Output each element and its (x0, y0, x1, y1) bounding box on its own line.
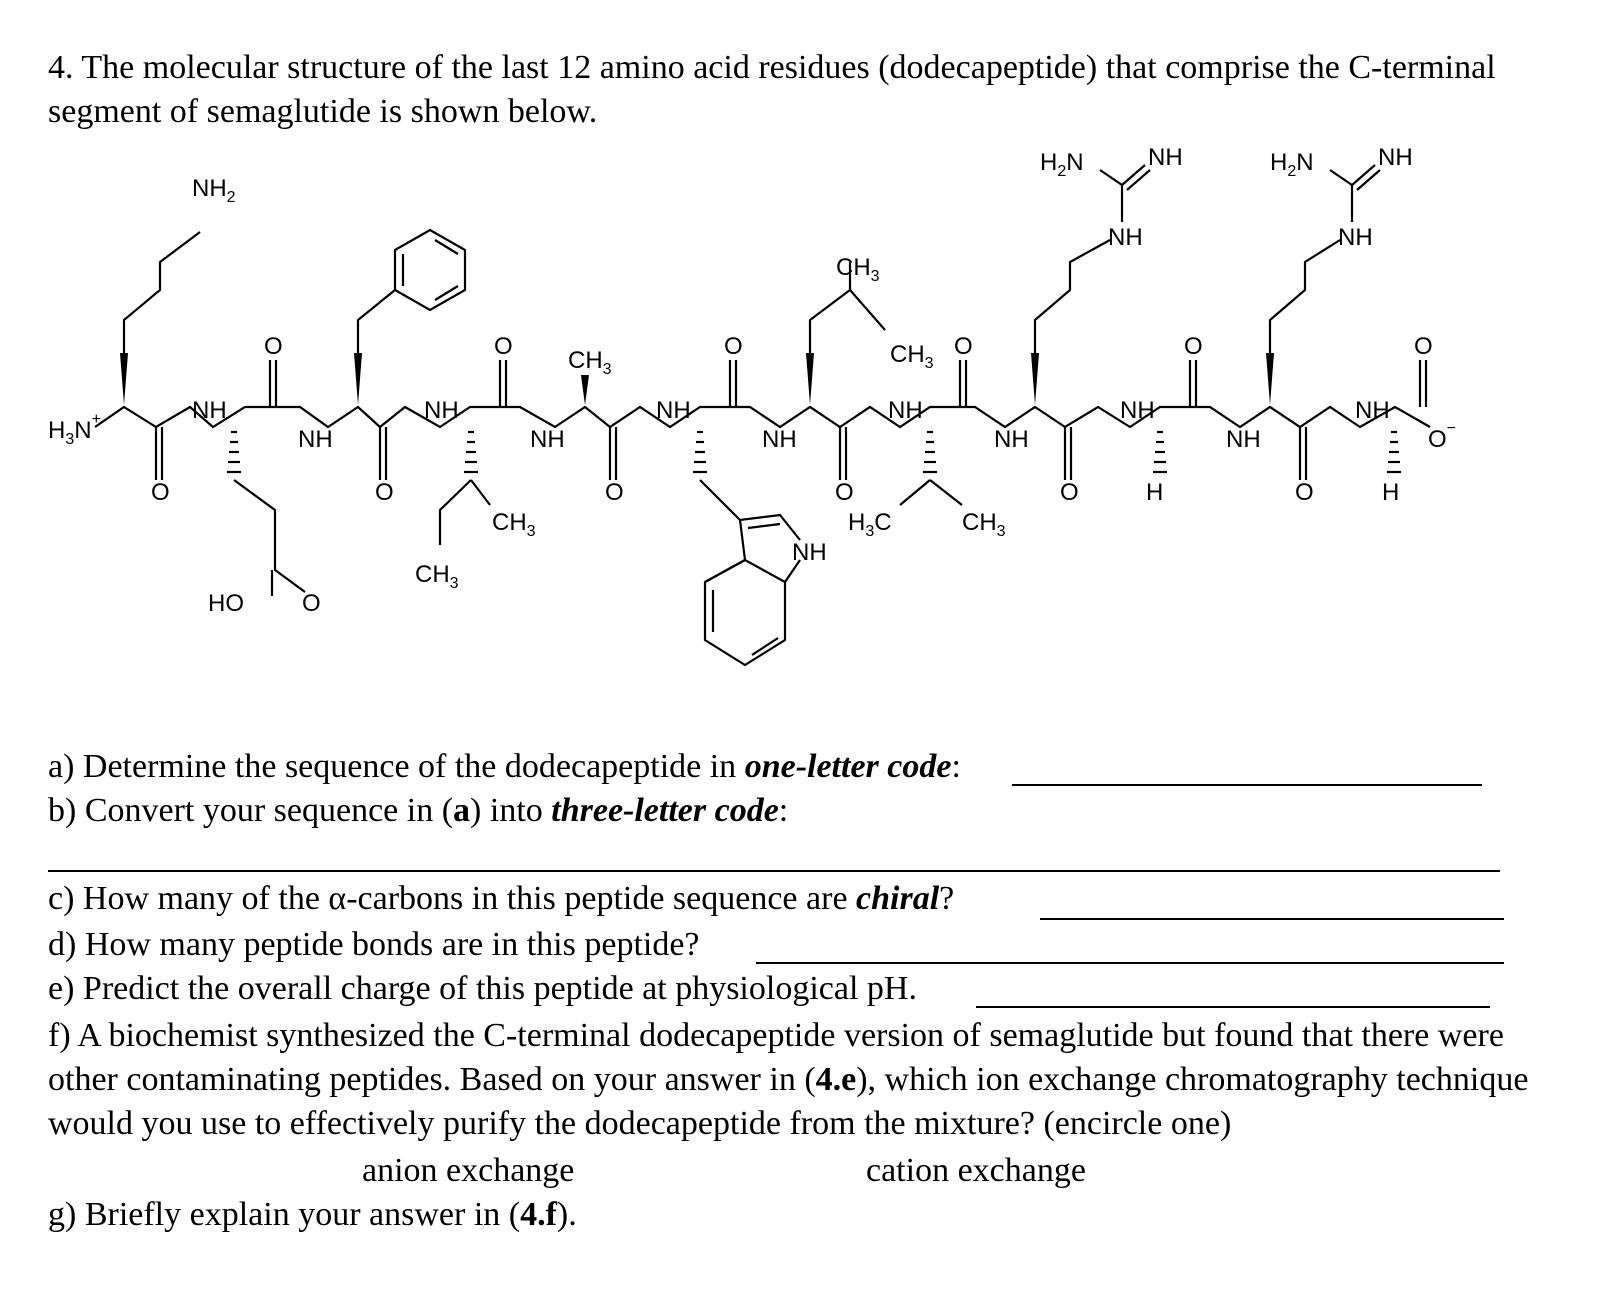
nh-1: NH (192, 397, 227, 424)
question-intro (48, 46, 1528, 134)
carbonyl-o-5: O (1060, 479, 1079, 506)
question-number: 4. (48, 49, 74, 86)
part-e: e) Predict the overall charge of this peptide at physiological pH. (48, 970, 917, 1007)
carbonyl-o-4: O (835, 479, 854, 506)
nh-6: NH (762, 426, 797, 453)
nh-9: NH (1120, 397, 1155, 424)
ch3-leu-2: $CH_3$ (890, 341, 934, 372)
carbonyl-o-9: O (724, 333, 743, 360)
gly1-h: H (1146, 479, 1164, 506)
nh-8: NH (994, 426, 1029, 453)
arg1-nh-top: NH (1148, 144, 1183, 171)
nh-7: NH (888, 397, 923, 424)
carbonyl-o-12: O (1414, 333, 1433, 360)
part-g: g) Briefly explain your answer in (4.f). (48, 1196, 577, 1233)
nh-10: NH (1226, 426, 1261, 453)
carbonyl-o-1: O (151, 479, 170, 506)
carbonyl-o-8: O (494, 333, 513, 360)
part-b: b) Convert your sequence in (a) into three-letter code: (48, 792, 789, 829)
ch3-ala: $CH_3$ (568, 347, 612, 378)
question-text: The molecular structure of the last 12 amino acid residues (dodecapeptide) that comprise the C-terminal segment of semaglutide is shown below. (48, 49, 1496, 130)
answer-blank-a[interactable] (1012, 784, 1482, 786)
choice-cation-exchange[interactable]: cation exchange (866, 1152, 1086, 1189)
answer-blank-c[interactable] (1040, 918, 1504, 920)
carbonyl-o-10: O (954, 333, 973, 360)
carbonyl-o-3: O (605, 479, 624, 506)
part-a: a) Determine the sequence of the dodecapeptide in one-letter code: (48, 748, 961, 785)
arg2-nh-top: NH (1378, 144, 1413, 171)
gly2-h: H (1382, 479, 1400, 506)
nh-2: NH (298, 426, 333, 453)
part-c: c) How many of the α-carbons in this peptide sequence are chiral? (48, 880, 955, 917)
answer-blank-b[interactable] (48, 870, 1500, 872)
part-d: d) How many peptide bonds are in this peptide? (48, 926, 700, 963)
h3c-val: $H_3C$ (848, 509, 892, 540)
ch3-leu-1: $CH_3$ (836, 254, 880, 285)
nh-4: NH (530, 426, 565, 453)
arg1-nh: NH (1108, 224, 1143, 251)
answer-blank-d[interactable] (756, 962, 1504, 964)
ho-label: HO (208, 590, 244, 617)
ch3-ile-1: $CH_3$ (492, 509, 536, 540)
glu-o-label: O (302, 590, 321, 617)
backbone (95, 407, 1430, 427)
ch3-val: $CH_3$ (962, 509, 1006, 540)
n-terminus-label: $H_3N^+$ (48, 411, 101, 448)
trp-nh-label: NH (792, 539, 827, 566)
choice-anion-exchange[interactable]: anion exchange (362, 1152, 575, 1189)
dodecapeptide-structure (0, 130, 1622, 690)
nh-3: NH (424, 397, 459, 424)
answer-blank-e[interactable] (976, 1006, 1490, 1008)
nh2-label: $NH_2$ (192, 175, 236, 206)
nh-11: NH (1355, 397, 1390, 424)
nh-5: NH (656, 397, 691, 424)
c-terminus-label: O− (1428, 420, 1457, 453)
carbonyl-o-2: O (375, 479, 394, 506)
arg1-h2n: $H_2N$ (1040, 149, 1084, 180)
carbonyl-o-6: O (1295, 479, 1314, 506)
carbonyl-o-11: O (1184, 333, 1203, 360)
arg2-h2n: $H_2N$ (1270, 149, 1314, 180)
carbonyl-o-7: O (264, 333, 283, 360)
part-f: f) A biochemist synthesized the C-terminal dodecapeptide version of semaglutide but found that there were other contaminating peptides. Based on your answer in (4.e), which ion exchange chromatography technique would you use to effectively purify the dodecapeptide from the mixture? (encircle one) (48, 1017, 1529, 1142)
arg2-nh: NH (1338, 224, 1373, 251)
ch3-ile-2: $CH_3$ (415, 561, 459, 592)
